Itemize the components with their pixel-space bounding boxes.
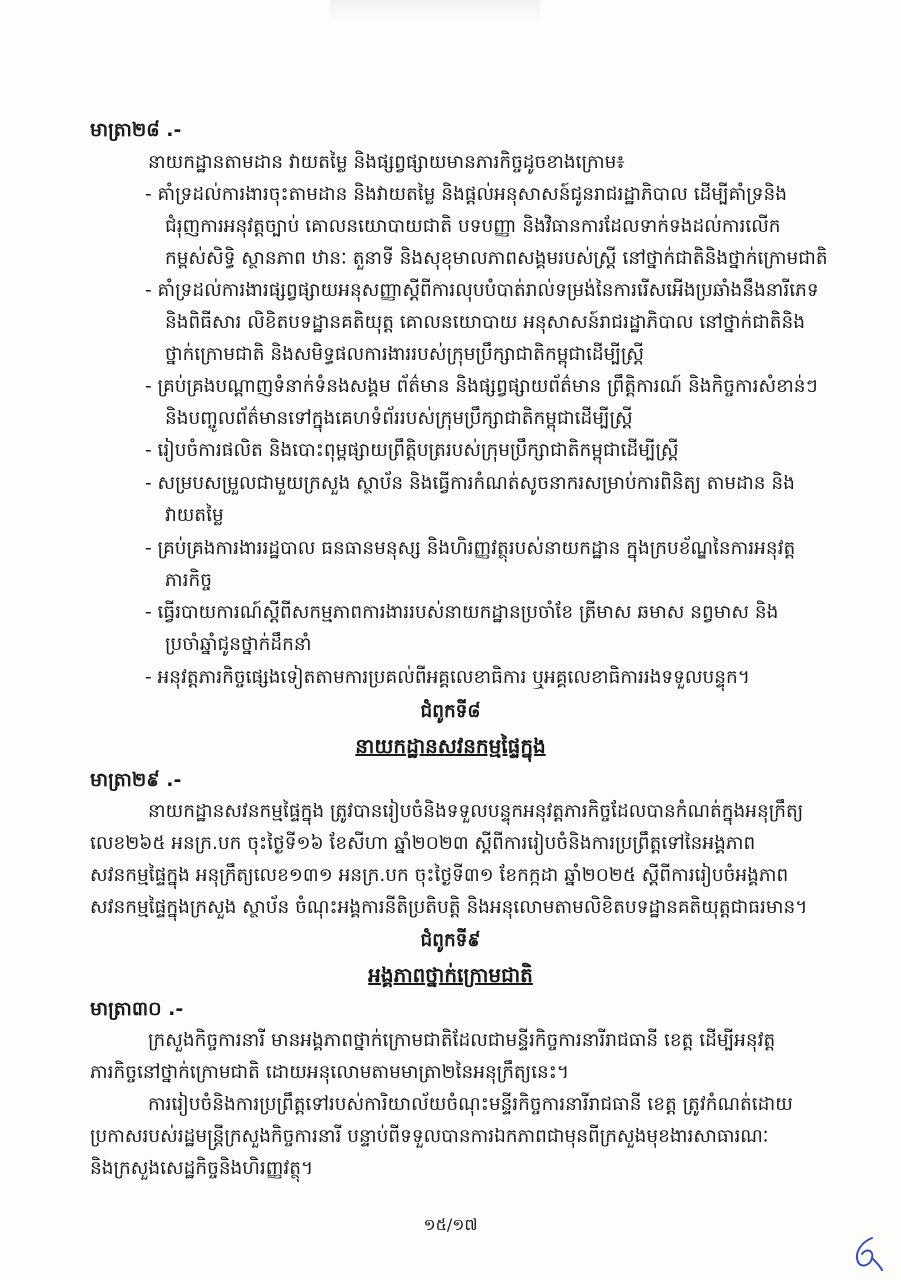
chapter-8-title: នាយកដ្ឋានសវនកម្មផ្ទៃក្នុង bbox=[355, 734, 546, 758]
article-30-line: ការរៀបចំនិងការប្រព្រឹត្តទៅរបស់ការិយាល័យចំណុះមន្ទីរកិច្ចការនារីរាជធានី ខេត្ត ត្រូវកំណត់ដោយ bbox=[148, 1094, 793, 1115]
chapter-9-title: អង្គភាពថ្នាក់ក្រោមជាតិ bbox=[368, 963, 533, 987]
chapter-9-number: ជំពូកទី៩ bbox=[420, 930, 481, 951]
chapter-8-number: ជំពូកទី៨ bbox=[420, 701, 481, 722]
article-28-line: - គ្រប់គ្រងបណ្តាញទំនាក់ទំនងសង្គម ព័ត៌មាន និងផ្សព្វផ្សាយព័ត៌មាន ព្រឹត្តិការណ៍ និងកិច្ចការសំខាន់ៗ bbox=[145, 376, 818, 397]
article-28-line: ថ្នាក់ក្រោមជាតិ និងសមិទ្ធផលការងាររបស់ក្រុមប្រឹក្សាជាតិកម្ពុជាដើម្បីស្ត្រី bbox=[165, 344, 645, 365]
scan-mark bbox=[330, 0, 540, 22]
article-29-heading: មាត្រា២៩ .- bbox=[90, 769, 182, 791]
article-29-line: សវនកម្មផ្ទៃក្នុងក្រសួង ស្ថាប័ន ចំណុះអង្គការនីតិប្រតិបត្តិ និងអនុលោមតាមលិខិតបទដ្ឋានគតិយុត្តជាធរមាន។ bbox=[90, 897, 808, 918]
article-28-intro: នាយកដ្ឋានតាមដាន វាយតម្លៃ និងផ្សព្វផ្សាយមានភារកិច្ចដូចខាងក្រោម៖ bbox=[148, 152, 625, 173]
article-30-line: ប្រកាសរបស់រដ្ឋមន្ត្រីក្រសួងកិច្ចការនារី បន្ទាប់ពីទទួលបានការឯកភាពជាមុនពីក្រសួងមុខងារសាធារណៈ bbox=[90, 1126, 769, 1147]
article-29-line: នាយកដ្ឋានសវនកម្មផ្ទៃក្នុង ត្រូវបានរៀបចំនិងទទួលបន្ទុកអនុវត្តភារកិច្ចដែលបានកំណត់ក្នុងអនុក្រឹត្យ bbox=[148, 801, 804, 822]
article-28-heading: មាត្រា២៨ .- bbox=[90, 119, 182, 141]
article-28-line: - ធ្វើរបាយការណ៍ស្តីពីសកម្មភាពការងាររបស់នាយកដ្ឋានប្រចាំខែ ត្រីមាស ឆមាស នព្វមាស និង bbox=[145, 602, 779, 623]
article-28-line: - គាំទ្រដល់ការងារផ្សព្វផ្សាយអនុសញ្ញាស្តីពីការលុបបំបាត់រាល់ទម្រង់នៃការរើសអើងប្រឆាំងនឹងនារីភេទ bbox=[145, 280, 819, 301]
article-30-line: ក្រសួងកិច្ចការនារី មានអង្គភាពថ្នាក់ក្រោមជាតិដែលជាមន្ទីរកិច្ចការនារីរាជធានី ខេត្ត ដើម្បីអនុវត្ត bbox=[148, 1030, 776, 1051]
article-28-line: កម្ពស់សិទ្ធិ ស្ថានភាព ឋានៈ តួនាទី និងសុខុមាលភាពសង្គមរបស់ស្ត្រី នៅថ្នាក់ជាតិនិងថ្នាក់ក្រោមជាតិ bbox=[165, 248, 828, 269]
article-28-line: - សម្របសម្រួលជាមួយក្រសួង ស្ថាប័ន និងធ្វើការកំណត់សូចនាករសម្រាប់ការពិនិត្យ តាមដាន និង bbox=[145, 473, 795, 494]
article-28-line: និងបញ្ចូលព័ត៌មានទៅក្នុងគេហទំព័ររបស់ក្រុមប្រឹក្សាជាតិកម្ពុជាដើម្បីស្ត្រី bbox=[165, 408, 633, 429]
article-30-line: និងក្រសួងសេដ្ឋកិច្ចនិងហិរញ្ញវត្ថុ។ bbox=[90, 1158, 314, 1179]
article-28-line: - គ្រប់គ្រងការងាររដ្ឋបាល ធនធានមនុស្ស និងហិរញ្ញវត្ថុរបស់នាយកដ្ឋាន ក្នុងក្របខ័ណ្ឌនៃការអនុវត្ត bbox=[145, 538, 796, 559]
article-29-line: សវនកម្មផ្ទៃក្នុង អនុក្រឹត្យលេខ១៣១ អនក្រ.បក ចុះថ្ងៃទី៣១ ខែកក្កដា ឆ្នាំ២០២៥ ស្តីពីការរៀបចំអង្គភាព bbox=[90, 865, 789, 886]
article-28-line: - អនុវត្តភារកិច្ចផ្សេងទៀតតាមការប្រគល់ពីអគ្គលេខាធិការ ឬអគ្គលេខាធិការរងទទួលបន្ទុក។ bbox=[145, 667, 750, 688]
page-number: ១៥/១៧ bbox=[423, 1215, 478, 1234]
article-30-line: ភារកិច្ចនៅថ្នាក់ក្រោមជាតិ ដោយអនុលោមតាមមាត្រា២នៃអនុក្រឹត្យនេះ។ bbox=[90, 1062, 570, 1083]
article-30-heading: មាត្រា៣០ .- bbox=[90, 998, 184, 1020]
handwritten-initial bbox=[846, 1232, 886, 1272]
article-28-line: ភារកិច្ច bbox=[165, 570, 212, 591]
article-28-line: - រៀបចំការផលិត និងបោះពុម្ពផ្សាយព្រឹត្តិបត្ររបស់ក្រុមប្រឹក្សាជាតិកម្ពុជាដើម្បីស្ត្រី bbox=[145, 440, 679, 461]
article-29-line: លេខ២៦៥ អនក្រ.បក ចុះថ្ងៃទី១៦ ខែសីហា ឆ្នាំ២០២៣ ស្តីពីការរៀបចំនិងការប្រព្រឹត្តទៅនៃអង្គភាព bbox=[90, 833, 756, 854]
article-28-line: វាយតម្លៃ bbox=[165, 505, 224, 526]
article-28-line: ជំរុញការអនុវត្តច្បាប់ គោលនយោបាយជាតិ បទបញ្ញា និងវិធានការដែលទាក់ទងដល់ការលើក bbox=[165, 216, 781, 237]
article-28-line: និងពិធីសារ លិខិតបទដ្ឋានគតិយុត្ត គោលនយោបាយ អនុសាសន៍រាជរដ្ឋាភិបាល នៅថ្នាក់ជាតិនិង bbox=[165, 312, 806, 333]
article-28-line: ប្រចាំឆ្នាំជូនថ្នាក់ដឹកនាំ bbox=[165, 634, 312, 655]
article-28-line: - គាំទ្រដល់ការងារចុះតាមដាន និងវាយតម្លៃ និងផ្តល់អនុសាសន៍ជូនរាជរដ្ឋាភិបាល ដើម្បីគាំទ្រនិង bbox=[145, 184, 788, 205]
